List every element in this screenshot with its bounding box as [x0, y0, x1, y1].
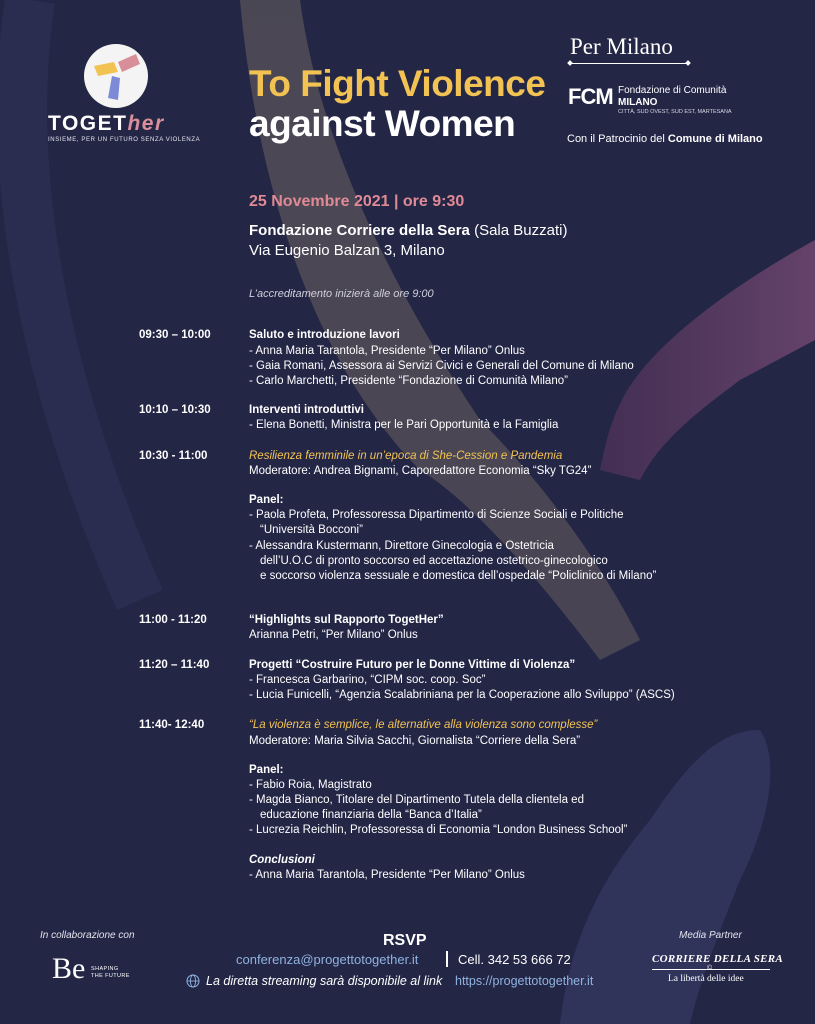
agenda-session-title: “Highlights sul Rapporto TogetHer” — [249, 614, 444, 626]
per-milano-logo: Per Milano — [570, 34, 673, 59]
corriere-mark: © — [707, 965, 713, 972]
footer-divider — [446, 951, 448, 967]
agenda-speaker-cont: “Università Bocconi” — [260, 524, 363, 536]
be-logo-tagline: THE FUTURE — [91, 973, 130, 979]
agenda-speaker: - Lucia Funicelli, “Agenzia Scalabriniana per la Cooperazione allo Sviluppo” (ASCS) — [249, 689, 675, 701]
accreditation-note: L’accreditamento inizierà alle ore 9:00 — [249, 288, 434, 300]
together-logo-badge — [84, 44, 148, 108]
agenda-speaker: - Lucrezia Reichlin, Professoressa di Economia “London Business School” — [249, 824, 628, 836]
fcm-name-line-3: CITTÀ, SUD OVEST, SUD EST, MARTESANA — [618, 109, 732, 115]
page-title-line-2: against Women — [249, 103, 516, 144]
agenda-speaker: - Paola Profeta, Professoressa Dipartimento di Scienze Sociali e Politiche — [249, 509, 624, 521]
agenda-session-title: “La violenza è semplice, le alternative alla violenza sono complesse” — [249, 719, 598, 731]
patrocinio-text: Con il Patrocinio del Comune di Milano — [567, 133, 763, 145]
agenda-session-title: Saluto e introduzione lavori — [249, 329, 400, 341]
fcm-name-line-1: Fondazione di Comunità — [618, 85, 727, 96]
agenda-speaker: - Magda Bianco, Titolare del Dipartimento Tutela della clientela ed — [249, 794, 584, 806]
agenda-time: 10:10 – 10:30 — [139, 404, 211, 416]
agenda-speaker-cont: educazione finanziaria della “Banca d’Italia” — [260, 809, 482, 821]
agenda-panel-label: Panel: — [249, 494, 284, 506]
together-logo-tagline: INSIEME, PER UN FUTURO SENZA VIOLENZA — [48, 137, 201, 143]
event-date: 25 Novembre 2021 | ore 9:30 — [249, 193, 465, 210]
agenda-speaker: - Gaia Romani, Assessora ai Servizi Civici e Generali del Comune di Milano — [249, 360, 634, 372]
be-logo: Be — [52, 952, 86, 985]
agenda-speaker-cont: e soccorso violenza sessuale e domestica dell’ospedale “Policlinico di Milano” — [260, 570, 657, 582]
rsvp-email-link[interactable]: conferenza@progettotogether.it — [236, 952, 419, 967]
globe-icon — [186, 974, 200, 988]
agenda-speaker: - Anna Maria Tarantola, Presidente “Per Milano” Onlus — [249, 345, 525, 357]
agenda-session-title: Interventi introduttivi — [249, 404, 364, 416]
agenda-time: 11:00 - 11:20 — [139, 614, 207, 626]
streaming-link[interactable]: https://progettotogether.it — [455, 974, 594, 988]
streaming-note: La diretta streaming sarà disponibile al link — [206, 974, 443, 988]
event-address: Via Eugenio Balzan 3, Milano — [249, 242, 445, 259]
agenda-speaker-cont: dell’U.O.C di pronto soccorso ed accettazione ostetrico-ginecologico — [260, 555, 608, 567]
agenda-moderator: Moderatore: Maria Silvia Sacchi, Giornalista “Corriere della Sera” — [249, 735, 581, 747]
media-partner-label: Media Partner — [679, 930, 742, 941]
per-milano-divider — [570, 63, 688, 64]
agenda-panel-label: Panel: — [249, 764, 284, 776]
event-venue: Fondazione Corriere della Sera (Sala Buzzati) — [249, 222, 568, 239]
collaboration-label: In collaborazione con — [40, 930, 135, 941]
agenda-time: 11:40- 12:40 — [139, 719, 205, 731]
agenda-time: 09:30 – 10:00 — [139, 329, 211, 341]
agenda-speaker: - Carlo Marchetti, Presidente “Fondazione di Comunità Milano” — [249, 375, 568, 387]
agenda-speaker: - Anna Maria Tarantola, Presidente “Per Milano” Onlus — [249, 869, 525, 881]
corriere-logo: CORRIERE DELLA SERA — [652, 953, 784, 965]
be-logo-tagline: SHAPING — [91, 966, 119, 972]
hands-icon — [84, 44, 148, 108]
agenda-session-title: Progetti “Costruire Futuro per le Donne Vittime di Violenza” — [249, 659, 576, 671]
agenda-speaker: - Fabio Roia, Magistrato — [249, 779, 372, 791]
agenda-time: 11:20 – 11:40 — [139, 659, 210, 671]
page-title-line-1: To Fight Violence — [249, 63, 546, 104]
together-logo-wordmark: TOGETher — [48, 112, 165, 135]
rsvp-heading: RSVP — [383, 932, 427, 949]
agenda-speaker: - Elena Bonetti, Ministra per le Pari Opportunità e la Famiglia — [249, 419, 559, 431]
fcm-name-line-2: MILANO — [618, 97, 658, 108]
agenda-speaker: - Francesca Garbarino, “CIPM soc. coop. Soc” — [249, 674, 486, 686]
agenda-speaker: Arianna Petri, “Per Milano” Onlus — [249, 629, 418, 641]
agenda-speaker: - Alessandra Kustermann, Direttore Ginecologia e Ostetricia — [249, 540, 554, 552]
agenda-moderator: Moderatore: Andrea Bignami, Caporedattore Economia “Sky TG24” — [249, 465, 592, 477]
agenda-time: 10:30 - 11:00 — [139, 450, 208, 462]
agenda-session-title: Resilienza femminile in un’epoca di She-Cession e Pandemia — [249, 450, 563, 462]
rsvp-phone: Cell. 342 53 666 72 — [458, 952, 571, 967]
fcm-logo-mark: FCM — [568, 84, 613, 109]
corriere-tagline: La libertà delle idee — [668, 974, 744, 984]
agenda-conclusions-label: Conclusioni — [249, 854, 315, 866]
